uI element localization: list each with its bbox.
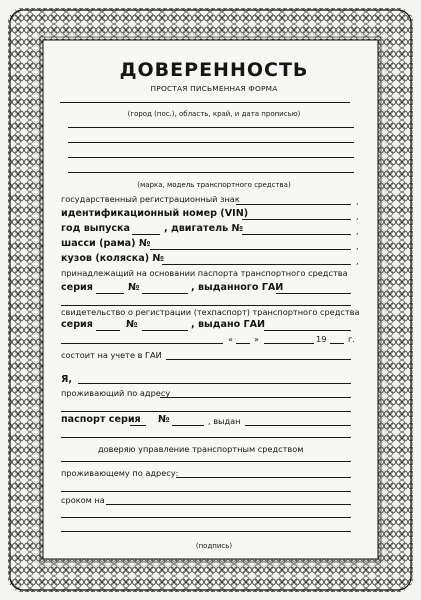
comma: , bbox=[356, 241, 359, 251]
series2-field[interactable] bbox=[96, 330, 120, 331]
series1-label: серия bbox=[61, 282, 93, 293]
residing-label: проживающий по адресу bbox=[61, 388, 171, 398]
vehicle-line-1[interactable] bbox=[68, 127, 354, 128]
residing-to-label: проживающему по адресу: bbox=[61, 468, 179, 478]
body-label: кузов (коляска) № bbox=[61, 253, 164, 264]
passport-series-label: паспорт серия bbox=[61, 414, 141, 425]
date-year-suffix: г. bbox=[348, 334, 355, 344]
place-date-line[interactable] bbox=[60, 102, 350, 103]
place-date-caption: (город (пос.), область, край, и дата прописью) bbox=[127, 110, 301, 118]
comma: , bbox=[356, 226, 359, 236]
reg-sign-label: государственный регистрационный знак bbox=[61, 194, 240, 204]
chassis-field[interactable] bbox=[150, 249, 351, 250]
name-field[interactable] bbox=[78, 383, 351, 384]
passport-series-field[interactable] bbox=[130, 425, 146, 426]
vehicle-line-2[interactable] bbox=[68, 142, 354, 143]
series1-field[interactable] bbox=[96, 293, 124, 294]
term-label: сроком на bbox=[61, 495, 105, 505]
date-day-field[interactable] bbox=[236, 343, 250, 344]
issued2-field[interactable] bbox=[264, 330, 351, 331]
date-line-left[interactable] bbox=[61, 343, 223, 344]
issued1-field[interactable] bbox=[276, 293, 351, 294]
date-month-field[interactable] bbox=[264, 343, 314, 344]
signature-caption: (подпись) bbox=[195, 542, 233, 550]
extra-line-2[interactable] bbox=[61, 531, 351, 532]
term-field[interactable] bbox=[106, 504, 351, 505]
issued2-label: , выдано ГАИ bbox=[191, 319, 266, 330]
ya-label: Я, bbox=[61, 374, 73, 385]
comma: , bbox=[356, 256, 359, 266]
passport-extra-line[interactable] bbox=[61, 437, 351, 438]
issued1-label: , выданного ГАИ bbox=[191, 282, 284, 293]
reg-sign-field[interactable] bbox=[236, 204, 351, 205]
passport-issued-field[interactable] bbox=[245, 425, 351, 426]
passport-issued-label: , выдан bbox=[208, 416, 241, 426]
date-quote-close: » bbox=[254, 334, 260, 344]
document-title: ДОВЕРЕННОСТЬ bbox=[119, 59, 309, 81]
trustee-address-line[interactable] bbox=[61, 491, 351, 492]
registered-label: состоит на учете в ГАИ bbox=[61, 350, 162, 360]
date-year-prefix: 19 bbox=[316, 334, 327, 344]
vehicle-line-4[interactable] bbox=[68, 172, 354, 173]
passport-num-field[interactable] bbox=[172, 425, 204, 426]
residing-field[interactable] bbox=[160, 397, 351, 398]
chassis-label: шасси (рама) № bbox=[61, 238, 151, 249]
num1-label: № bbox=[128, 282, 140, 293]
extra-line-1[interactable] bbox=[61, 517, 351, 518]
vehicle-caption: (марка, модель транспортного средства) bbox=[137, 181, 291, 189]
engine-field[interactable] bbox=[242, 234, 351, 235]
comma: , bbox=[356, 211, 359, 221]
year-label: год выпуска bbox=[61, 223, 130, 234]
address-line[interactable] bbox=[61, 411, 351, 412]
separator-line bbox=[61, 305, 351, 306]
form-body bbox=[58, 52, 370, 564]
passport-num-label: № bbox=[158, 414, 170, 425]
num1-field[interactable] bbox=[142, 293, 188, 294]
document-subtitle: ПРОСТАЯ ПИСЬМЕННАЯ ФОРМА bbox=[150, 84, 278, 93]
residing-to-field[interactable] bbox=[176, 477, 351, 478]
series2-label: серия bbox=[61, 319, 93, 330]
vin-label: идентификационный номер (VIN) bbox=[61, 208, 249, 219]
entrust-text: доверяю управление транспортным средством bbox=[98, 444, 304, 454]
body-field[interactable] bbox=[162, 264, 351, 265]
num2-field[interactable] bbox=[142, 330, 188, 331]
year-field[interactable] bbox=[132, 234, 160, 235]
num2-label: № bbox=[126, 319, 138, 330]
comma: , bbox=[356, 196, 359, 206]
certificate-text: свидетельство о регистрации (техпаспорт) транспортного средства bbox=[61, 307, 360, 317]
vehicle-line-3[interactable] bbox=[68, 157, 354, 158]
date-quote-open: « bbox=[228, 334, 234, 344]
date-year-field[interactable] bbox=[330, 343, 344, 344]
trustee-line-1[interactable] bbox=[61, 461, 351, 462]
vin-field[interactable] bbox=[242, 219, 351, 220]
owner-basis-text: принадлежащий на основании паспорта транспортного средства bbox=[61, 268, 348, 278]
engine-label: , двигатель № bbox=[164, 223, 244, 234]
registered-field[interactable] bbox=[166, 359, 351, 360]
